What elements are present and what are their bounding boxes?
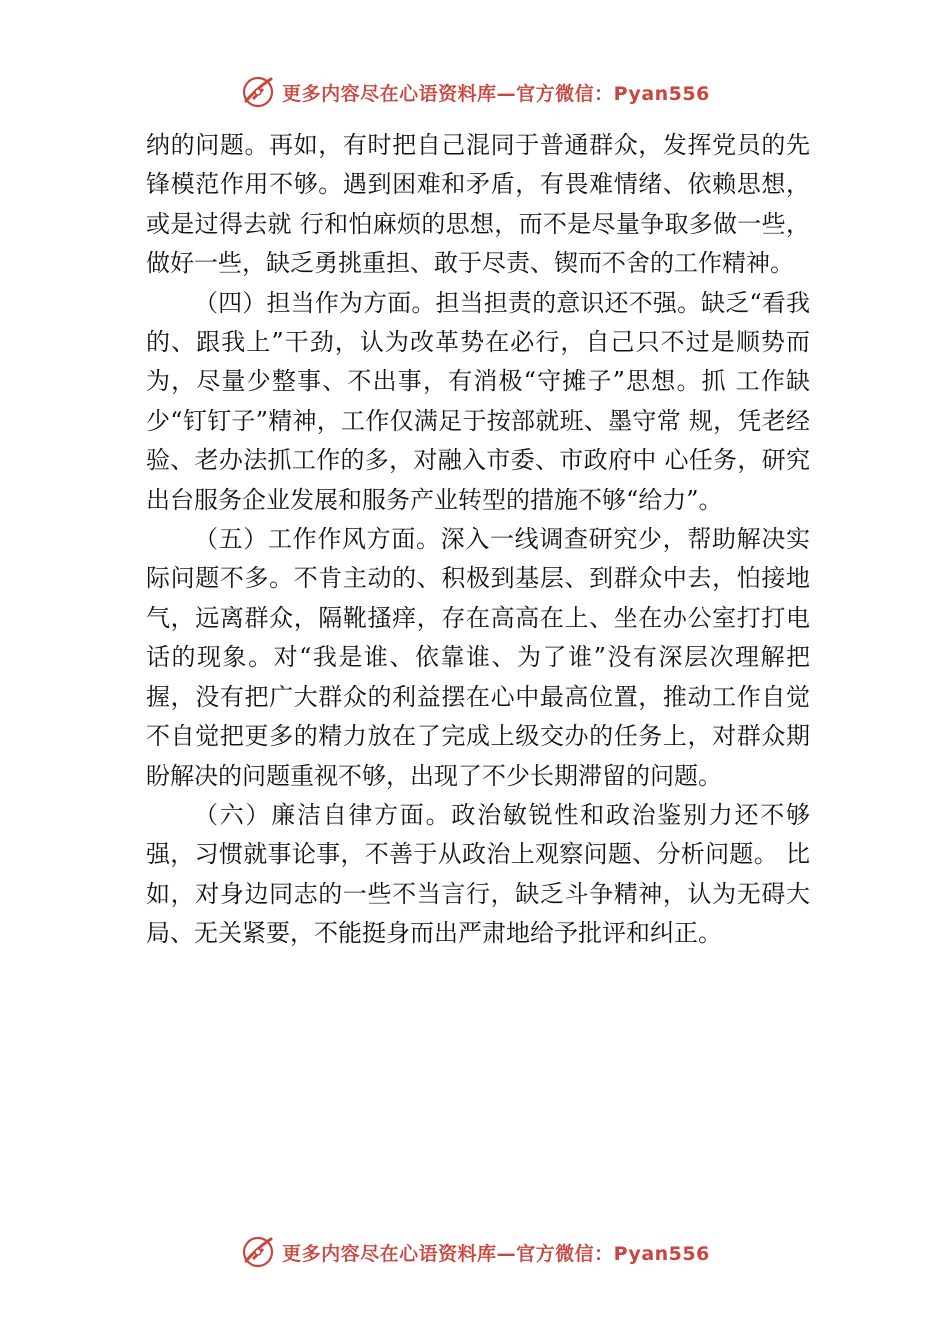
paragraph: （五）工作作风方面。深入一线调查研究少，帮助解决实际问题不多。不肯主动的、积极到基层、到群众中去，怕接地气，远离群众，隔靴搔痒，存在高高在上、坐在办公室打打电话的现象。对“我是谁、依靠谁、为了谁”没有深层次理解把握，没有把广大群众的利益摆在心中最高位置，推动工作自觉不自觉把更多的精力放在了完成上级交办的任务上，对群众期盼解决的问题重视不够，出现了不少长期滞留的问题。 (146, 525, 810, 790)
paragraph: 纳的问题。再如，有时把自己混同于普通群众，发挥党员的先锋模范作用不够。遇到困难和矛盾，有畏难情绪、依赖思想，或是过得去就 行和怕麻烦的思想，而不是尽量争取多做一些，做好一些，缺乏勇挑重担、敢于尽责、锲而不舍的工作精神。 (146, 131, 810, 278)
pen-circle-logo-icon (240, 74, 276, 110)
document-body (146, 126, 810, 954)
paragraph: （四）担当作为方面。担当担责的意识还不强。缺乏“看我的、跟我上”干劲，认为改革势在必行，自己只不过是顺势而为，尽量少整事、不出事，有消极“守摊子”思想。抓 工作缺少“钉钉子”精神，工作仅满足于按部就班、墨守常 规，凭老经验、老办法抓工作的多，对融入市委、市政府中 心任务，研究出台服务企业发展和服务产业转型的措施不够“给力”。 (146, 288, 810, 514)
footer-watermark (0, 1232, 950, 1272)
pen-circle-logo-icon (240, 1234, 276, 1270)
watermark-text: 更多内容尽在心语资料库—官方微信：Pyan556 (282, 1242, 710, 1265)
watermark-text: 更多内容尽在心语资料库—官方微信：Pyan556 (282, 82, 710, 105)
paragraph: （六）廉洁自律方面。政治敏锐性和政治鉴别力还不够强，习惯就事论事，不善于从政治上观察问题、分析问题。 比如，对身边同志的一些不当言行，缺乏斗争精神，认为无碍大局、无关紧要，不能挺身而出严肃地给予批评和纠正。 (146, 800, 810, 948)
header-watermark (0, 72, 950, 112)
